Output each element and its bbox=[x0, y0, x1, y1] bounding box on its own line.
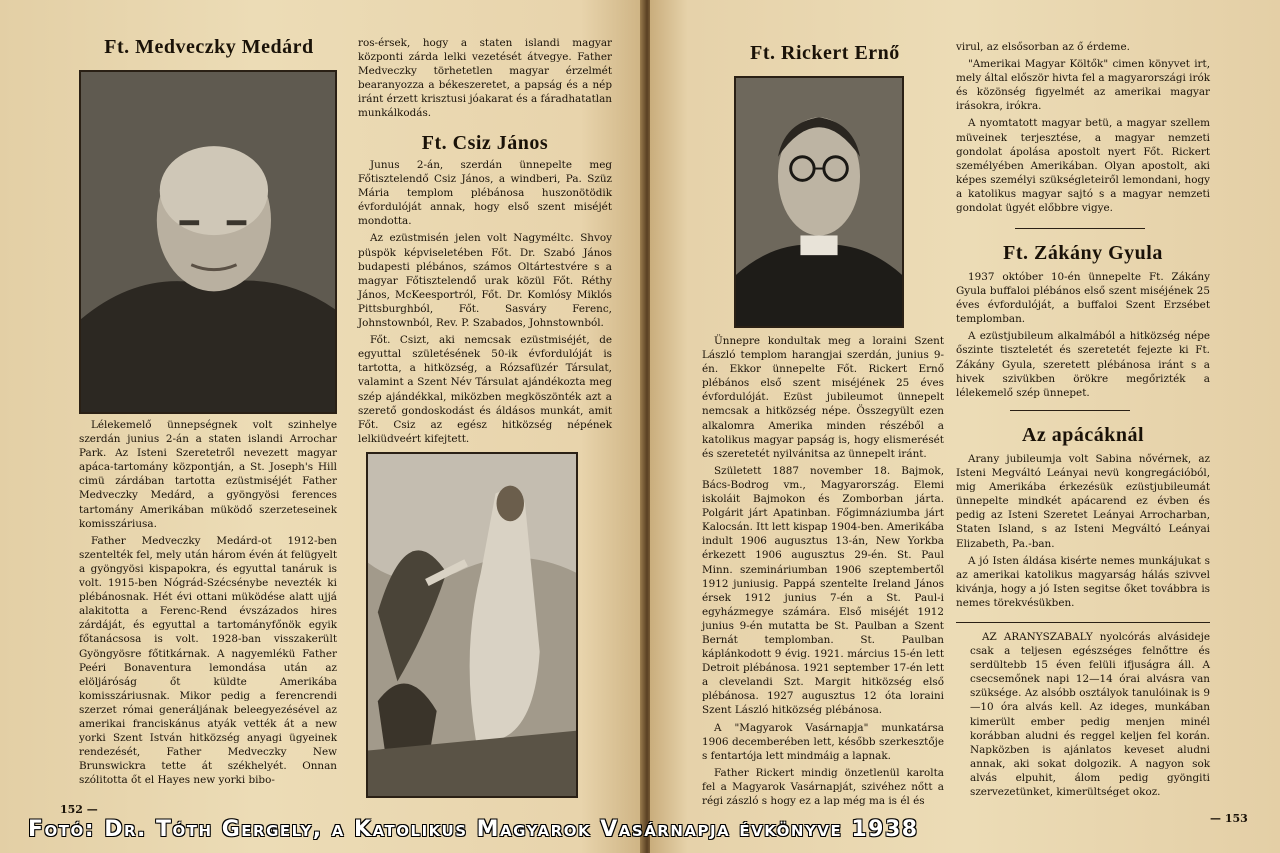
apacak-paragraph: Arany jubileumja volt Sabina nővérnek, az Isteni Megváltó Leányai nevü kongregációból, mig Amerikába érkezésük ezüstjubileumát ünnepelte mindkét apácarend ez évben és pedig az Isteni Szeretet Leányai Arrocharban, Staten Island, s az Isteni Megváltó Leányai Elizabeth, Pa.-ban. bbox=[956, 453, 1210, 550]
right-page bbox=[650, 0, 1280, 853]
christ-painting-image bbox=[366, 452, 578, 798]
apacak-article bbox=[956, 452, 1210, 613]
apacak-title: Az apácáknál bbox=[1021, 424, 1145, 446]
rickert-continuation bbox=[956, 40, 1210, 218]
zakany-paragraph: A ezüstjubileum alkalmából a hitközség népe őszinte tiszteletét és szeretetét fejezte ki Ft. Zákány Gyula, szeretett plébánosa iránt s a hivek szivükben örökre megőrizték a lélekemelő szép ünnepet. bbox=[956, 330, 1210, 399]
rickert-paragraph: Született 1887 november 18. Bajmok, Bács-Bodrog vm., Magyarország. Elemi iskoláit Bajmokon és Zomborban járta. Polgárit járt Apatinban. Főgimnáziumba járt Kalocsán. Itt lett kispap 1904-ben. Amerikába indult 1906 augusztus 13-án, New Yorkba érkezett 1906 augusztus 29-én. St. Paul Minn. szemináriumban 1906 szeptembertől 1912 juniusig. Pappá szentelte Ireland János érsek 1912 junius 7-én a St. Paul-i egyházmegye számára. Első miséjét 1912 junius 9-én mutatta be St. Paulban a Szent Bernát templomban. St. Paulban káplánkodott 9 évig. 1921. március 15-én lett Detroit plébánosa. 1921 september 17-én lett a clevelandi Szt. Margit hitközség első plébánosa. 1927 augusztus 12 óta loraini Szent László hitközség plébánosa. bbox=[702, 464, 945, 717]
apacak-paragraph: A jó Isten áldása kisérte nemes munkájukat s az amerikai katolikus magyarság hálás szivvel kivánja, hogy a jó Isten segitse őket továbbra is nemes törekvésükben. bbox=[956, 554, 1210, 609]
page-number-right: — 153 bbox=[1210, 812, 1248, 825]
zakany-paragraph: 1937 október 10-én ünnepelte Ft. Zákány Gyula buffaloi plébános első szent miséjének 25 éves évfordulóját, a buffaloi Szent Erzsébet templomban. bbox=[956, 271, 1210, 326]
rickert-continuation-text: "Amerikai Magyar Költők" cimen könyvet irt, mely által először hivta fel a magyarországi irók és közönség figyelmét az amerikai magyar irásokra, irókra. bbox=[956, 58, 1210, 113]
medveczky-portrait-photo bbox=[79, 70, 337, 414]
rickert-portrait-photo bbox=[734, 76, 904, 328]
rickert-article bbox=[702, 334, 944, 811]
csiz-article bbox=[358, 158, 612, 449]
aranyszabaly-text: AZ ARANYSZABALY nyolcórás alvásideje csak a teljesen egészséges felnőttre és serdültebb 15 éven felüli ifjuságra áll. A csecsemőnek napi 12—14 órai alvásra van szüksége. Az alsóbb osztályok tanulóinak is 9—10 óra alvás kell. Az ideges, munkában kimerült ember pedig menjen minél korábban aludni és reggel keljen fel korán. Napközben is ajánlatos keveset aludni annak, aki sokat dolgozik. A nagyon sok alvás elpuhit, álom pedig gyöngiti szervezetünket, kimerültséget okoz. bbox=[970, 631, 1210, 799]
divider bbox=[1010, 410, 1130, 411]
rickert-paragraph: Father Rickert mindig önzetlenül karolta fel a Magyarok Vasárnapját, szivéhez nőtt a régi zászló s hogy ez a lap még ma is él és bbox=[702, 766, 944, 807]
csiz-paragraph: Főt. Csizt, aki nemcsak ezüstmiséjét, de egyuttal születésének 50-ik évfordulóját is tartotta, a hitközség, a Rózsafüzér Társulat, valamint a Szent Név Társulat ajándékozta meg szép ajándékkal, miközben megköszönték azt a szerető gondoskodást és áldásos munkát, amit Főt. Csiz az egész hitközség népének lelkiüdveért kifejtett. bbox=[358, 334, 612, 445]
rickert-paragraph: Ünnepre kondultak meg a loraini Szent László templom harangjai szerdán, junius 9-én. Ekkor ünnepelte Főt. Rickert Ernő plébános első szent miséjének 25 éves évfordulóját. Ezüst jubileumot ünnepelt nemcsak a hitközség népe. Összegyült ezen alkalomra Amerika minden részéből a katolikus magyar papság is, hogy elismerését és szeretetét nyilvánitsa az ünnepelt iránt. bbox=[702, 335, 944, 460]
medveczky-continuation-text: ros-érsek, hogy a staten islandi magyar központi zárda lelki vezetését átvegye. Father Medveczky törhetetlen magyar érzelmét bearanyozza a békeszeretet, a papság és a nép iránt érzett krisztusi jóakarat és a fáradhatatlan munkálkodás. bbox=[358, 37, 612, 120]
medveczky-article bbox=[79, 418, 337, 790]
rickert-continuation-text: virul, az elsősorban az ő érdeme. bbox=[956, 41, 1130, 53]
medveczky-paragraph: Father Medveczky Medárd-ot 1912-ben szentelték fel, mely után három évén át felügyelt a gyöngyösi kispapokra, és egyuttal tanáruk is volt. 1915-ben Nógrád-Szécsénybe nevezték ki plébánosnak. Hét évi ottani müködése alatt ujjá alakitotta a Ferenc-Rend évszázados hires zárdáját, és egyuttal a tartományfőnök egyik főtanácsosa is volt. 1928-ban visszakerült Gyöngyösre főtitkárnak. A nagyemlékü Father Peéri Bonaventura lemondása után az elöljáróság őt küldte Amerikába komisszáriusnak. Mikor pedig a ferencrendi szerzet római generáljának beleegyezésével az amerikai franciskánus atyák vették át a new yorki Szent István hitközség anyagi ügyeinek rendezését, Father Medveczky New Brunswickra tette át székhelyét. Onnan szólitotta őt el Hayes new yorki bibo- bbox=[79, 534, 337, 787]
zakany-article bbox=[956, 270, 1210, 403]
csiz-paragraph: Az ezüstmisén jelen volt Nagyméltс. Shvoy püspök képviseletében Főt. Dr. Szabó János budapesti plébános, számos Oltártestvére s a magyar Főtisztelendő urak közül Főt. Réthy János, McKeesportról, Főt. Dr. Komlósy Miklós Pittsburghból, Főt. Sasváry Ferenc, Johnstownból, Rev. P. Szabados, Johnstownból. bbox=[358, 232, 612, 330]
rickert-paragraph: A "Magyarok Vasárnapja" munkatársa 1906 decemberében lett, később szerkesztője s fentartója lett mindmáig a lapnak. bbox=[702, 721, 944, 762]
csiz-paragraph: Junus 2-án, szerdán ünnepelte meg Főtisztelendő Csiz János, a windberi, Pa. Szüz Mária templom plébánosa huszonötödik évfordulóját annak, hogy első szent miséjét mondotta. bbox=[358, 159, 612, 228]
medveczky-continuation bbox=[358, 36, 612, 124]
csiz-title: Ft. Csiz János bbox=[421, 132, 549, 154]
page-number-left: 152 — bbox=[60, 803, 98, 816]
divider bbox=[1015, 228, 1145, 229]
rickert-continuation-text: A nyomtatott magyar betü, a magyar szellem müveinek terjesztése, a magyar nemzeti gondolat ápolása apostolt nyert Főt. Rickert személyében Amerikában. Olyan apostolt, aki képes személyi szükségleteiről lemondani, hogy a katolikus magyar sajtó s a magyar nemzeti gondolat ügyét előbbre vigye. bbox=[956, 117, 1210, 215]
rickert-title: Ft. Rickert Ernő bbox=[750, 42, 900, 64]
zakany-title: Ft. Zákány Gyula bbox=[1003, 242, 1163, 264]
medveczky-paragraph: Lélekemelő ünnepségnek volt szinhelye szerdán junius 2-án a staten islandi Arrochar Park. Az Isteni Szeretetről nevezett magyar apáca-tartomány központján, a St. Joseph's Hill cimü zárdában tartotta ezüstmiséjét Father Medveczky Medárd, a gyöngyösi ferences tartomány Amerikában müködő szerzeteseinek komisszáriusa. bbox=[79, 419, 337, 530]
divider bbox=[956, 622, 1210, 623]
photo-credit-caption: Fotó: Dr. Tóth Gergely, a Katolikus Magyarok Vasárnapja évkönyve 1938 bbox=[28, 817, 919, 842]
medveczky-title: Ft. Medveczky Medárd bbox=[104, 36, 314, 58]
aranyszabaly-box bbox=[970, 630, 1210, 802]
